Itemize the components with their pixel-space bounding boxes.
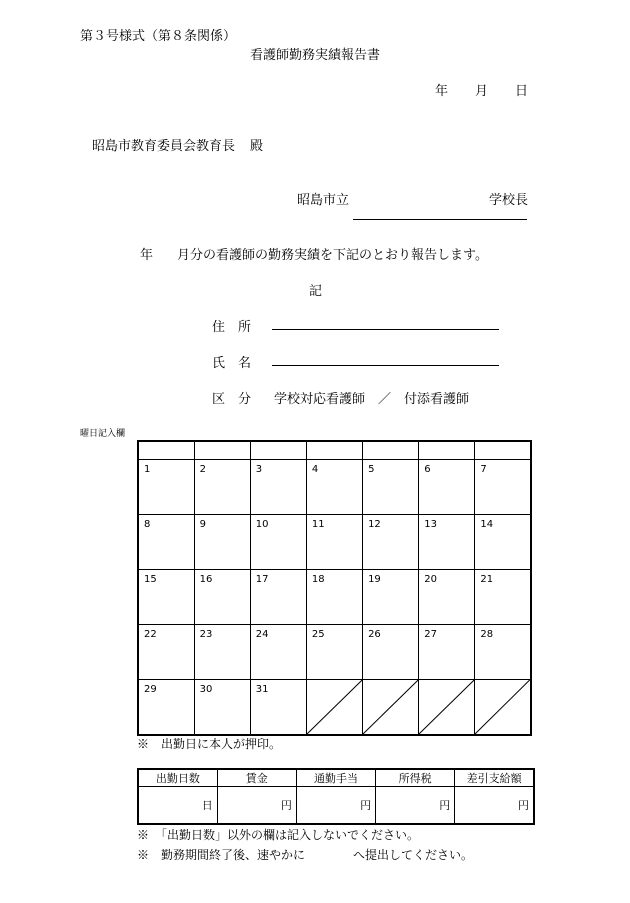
calendar-week-row (138, 680, 531, 736)
day-number: 20 (424, 574, 437, 585)
day-number: 31 (255, 684, 269, 695)
weekday-cell (194, 441, 250, 460)
weekday-cell (475, 441, 531, 460)
header-cell: 差引支給額 (455, 769, 534, 787)
day-number: 22 (144, 629, 157, 640)
note-submit-a: ※ 勤務期間終了後、速やかに (137, 848, 306, 862)
day-number: 25 (311, 629, 325, 640)
calendar-label: 曜日記入欄 (80, 429, 126, 439)
name-line (272, 365, 499, 366)
date-year: 年 (435, 84, 449, 99)
day-number: 9 (199, 519, 207, 530)
day-number: 8 (144, 519, 151, 530)
day-cell (363, 515, 419, 570)
day-cell (194, 570, 250, 625)
day-number: 3 (255, 464, 263, 475)
calendar-week-row (138, 515, 531, 570)
value-cell: 円 (296, 787, 375, 825)
unused-day-cell (306, 680, 362, 736)
diagonal-strike (363, 680, 418, 734)
day-cell (194, 625, 250, 680)
day-cell (194, 680, 250, 736)
form-title: 看護師勤務実績報告書 (250, 48, 381, 63)
diagonal-strike (307, 680, 362, 734)
day-number: 11 (311, 519, 325, 530)
day-cell (475, 570, 531, 625)
day-number: 23 (199, 629, 213, 640)
day-number: 4 (311, 464, 319, 475)
day-cell (194, 460, 250, 515)
day-cell (138, 570, 194, 625)
day-number: 24 (255, 629, 269, 640)
weekday-cell (419, 441, 475, 460)
day-number: 13 (424, 519, 437, 530)
addressee: 昭島市教育委員会教育長 (92, 139, 236, 154)
header-cell: 出勤日数 (138, 769, 217, 787)
category-options: 学校対応看護師 ／ 付添看護師 (274, 392, 470, 407)
unused-day-cell (475, 680, 531, 736)
header-cell: 通勤手当 (296, 769, 375, 787)
form-number: 第３号様式（第８条関係） (80, 29, 237, 44)
payment-header-row (138, 769, 534, 787)
note-fill: ※ 「出勤日数」以外の欄は記入しないでください。 (137, 828, 420, 842)
calendar-week-row (138, 625, 531, 680)
day-number: 7 (480, 464, 487, 475)
name-label: 氏 名 (212, 356, 252, 371)
day-number: 2 (199, 464, 207, 475)
day-cell (475, 515, 531, 570)
day-number: 26 (368, 629, 381, 640)
day-cell (419, 515, 475, 570)
day-cell (138, 625, 194, 680)
day-cell (475, 625, 531, 680)
day-number: 5 (368, 464, 375, 475)
day-number: 1 (144, 464, 151, 475)
day-number: 16 (199, 574, 213, 585)
weekday-header-row (138, 441, 531, 460)
sender-suffix: 学校長 (489, 193, 529, 208)
category-label: 区 分 (212, 392, 252, 407)
payment-table (137, 768, 535, 825)
day-cell (306, 515, 362, 570)
day-cell (250, 460, 306, 515)
day-number: 6 (424, 464, 431, 475)
day-number: 30 (199, 684, 213, 695)
day-number: 28 (480, 629, 494, 640)
day-cell (306, 460, 362, 515)
weekday-cell (306, 441, 362, 460)
calendar-week-row (138, 460, 531, 515)
day-cell (419, 460, 475, 515)
date-day: 日 (515, 84, 529, 99)
day-number: 14 (480, 519, 494, 530)
day-cell (363, 625, 419, 680)
day-number: 29 (144, 684, 157, 695)
address-label: 住 所 (212, 320, 252, 335)
honorific: 殿 (250, 139, 264, 154)
value-cell: 円 (217, 787, 296, 825)
note-submit-b: へ提出してください。 (353, 848, 474, 862)
calendar-week-row (138, 570, 531, 625)
day-cell (138, 515, 194, 570)
day-cell (138, 460, 194, 515)
weekday-cell (138, 441, 194, 460)
day-number: 10 (255, 519, 269, 530)
address-line (272, 329, 499, 330)
day-number: 21 (480, 574, 494, 585)
calendar-table (137, 440, 532, 736)
note-seal: ※ 出勤日に本人が押印。 (137, 737, 282, 751)
day-number: 27 (424, 629, 437, 640)
day-cell (306, 625, 362, 680)
day-cell (306, 570, 362, 625)
day-number: 18 (311, 574, 325, 585)
sender-prefix: 昭島市立 (297, 193, 350, 208)
day-number: 12 (368, 519, 381, 530)
day-cell (363, 570, 419, 625)
payment-value-row (138, 787, 534, 825)
day-number: 19 (368, 574, 381, 585)
day-cell (250, 570, 306, 625)
header-cell: 賃金 (217, 769, 296, 787)
value-cell: 円 (376, 787, 455, 825)
ki-heading: 記 (309, 284, 323, 299)
header-cell: 所得税 (376, 769, 455, 787)
day-cell (475, 460, 531, 515)
day-cell (250, 515, 306, 570)
diagonal-strike (475, 680, 530, 734)
weekday-cell (363, 441, 419, 460)
body-year: 年 (140, 248, 154, 263)
body-text: 月分の看護師の勤務実績を下記のとおり報告します。 (177, 248, 488, 263)
day-cell (363, 460, 419, 515)
day-cell (138, 680, 194, 736)
value-cell: 円 (455, 787, 534, 825)
day-cell (250, 680, 306, 736)
day-cell (194, 515, 250, 570)
day-number: 15 (144, 574, 157, 585)
day-cell (419, 570, 475, 625)
diagonal-strike (419, 680, 474, 734)
unused-day-cell (419, 680, 475, 736)
principal-name-line (353, 219, 527, 220)
value-cell: 日 (138, 787, 217, 825)
date-month: 月 (475, 84, 489, 99)
weekday-cell (250, 441, 306, 460)
day-number: 17 (255, 574, 269, 585)
day-cell (250, 625, 306, 680)
day-cell (419, 625, 475, 680)
unused-day-cell (363, 680, 419, 736)
